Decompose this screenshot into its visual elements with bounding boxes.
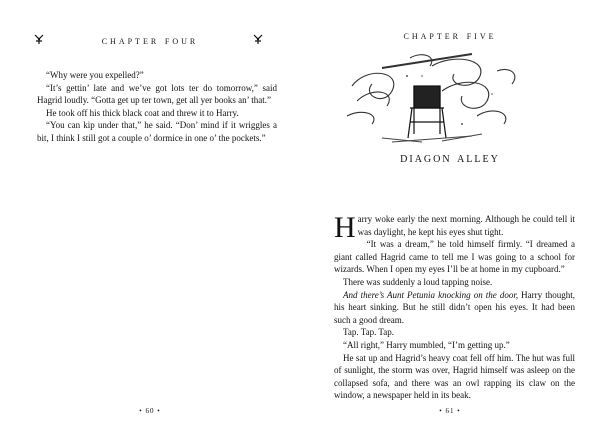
chapter-illustration	[322, 46, 532, 146]
paragraph: “It’s gettin’ late and we’ve got lots ter do tomorrow,” said Hagrid loudly. “Gotta get up ter town, get all yer books an’ that.”	[37, 82, 277, 106]
chapter-title: diagon alley	[400, 151, 500, 166]
paragraph: He sat up and Hagrid’s heavy coat fell off him. The hut was full of sunlight, the storm was over, Hagrid himself was asleep on the collapsed sofa, and there was an owl rapping its claw on the window, a newspaper held in its beak.	[334, 352, 575, 401]
page-number: • 60 •	[139, 407, 161, 415]
paragraph: “You can kip under that,” he said. “Don’ mind if it wriggles a bit, I think I still got a couple o’ dormice in one o’ the pockets.”	[37, 120, 277, 143]
page-number: • 61 •	[439, 407, 461, 415]
paragraph: And there’s Aunt Petunia knocking on the door, Harry thought, his heart sinking. But he still didn’t open his eyes. It had been such a good dream.	[334, 289, 575, 325]
drop-cap: H	[334, 211, 356, 244]
paragraph: He took off his thick black coat and threw it to Harry.	[46, 107, 239, 118]
paragraph: “It was a dream,” he told himself firmly. “I dreamed a giant called Hagrid came to tell me I was going to a school for wizards. When I open my eyes I’ll be at home in my cupboard.”	[334, 239, 575, 275]
paragraph: “All right,” Harry mumbled, “I’m getting up.”	[343, 339, 510, 350]
paragraph: “Why were you expelled?”	[46, 70, 144, 80]
ornament-right-icon	[252, 33, 264, 45]
paragraph: Tap. Tap. Tap.	[343, 327, 395, 338]
chapter-heading: chapter five	[403, 30, 497, 42]
body-text	[334, 213, 575, 402]
paragraph: There was suddenly a loud tapping noise.	[343, 276, 493, 287]
body-text	[37, 69, 277, 145]
right-page	[300, 0, 600, 445]
chapter-heading: chapter four	[101, 35, 199, 47]
paragraph: Harry woke early the next morning. Although he could tell it was daylight, he kept his eyes shut tight.	[334, 211, 575, 244]
